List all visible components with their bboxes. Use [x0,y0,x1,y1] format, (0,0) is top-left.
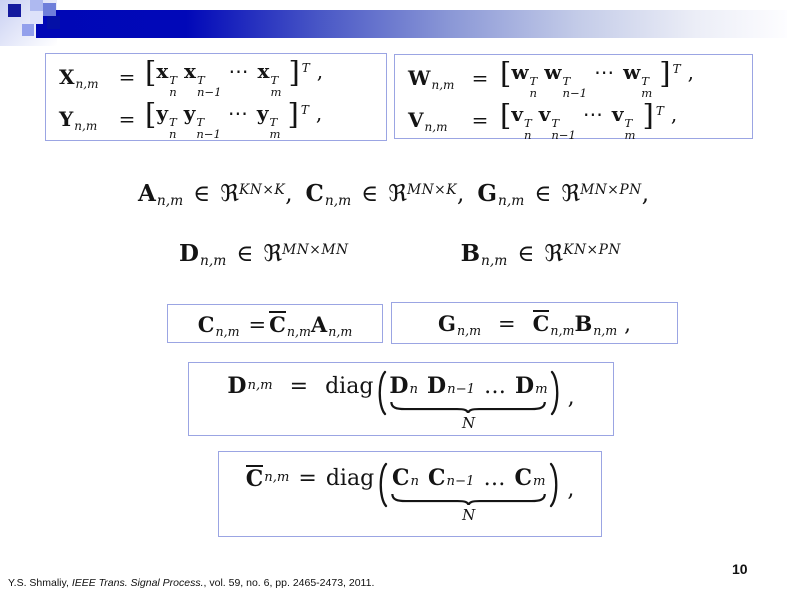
eq-x-equals: = [118,64,136,89]
deco-square-dark-2 [47,16,60,29]
eq-y-rhs: [y T n y T n−1 ⋯ y T m ] $^T$ , [145,97,323,142]
eq-cbar-diag-items: C n C n−1 … C m [391,465,546,491]
equation-box-cbar-diag [218,451,602,537]
equation-box-g-relation [391,302,678,344]
eq-d-diag-lhs: D n,m = diag [227,373,374,399]
eq-c-relation: $C_{n,m} = C_{n,m}A_{n,m}$ [197,311,353,339]
deco-square-light-1 [30,0,43,11]
deco-square-light-2 [30,11,43,24]
eq-x-rhs: [x T n x T n−1 ⋯ x T m ] $^T$ , [145,55,324,100]
citation-details: , vol. 59, no. 6, pp. 2465-2473, 2011. [203,577,375,589]
underbrace-icon [390,494,547,505]
eq-cbar-underbrace-label: N [462,506,476,524]
underbrace-icon [389,402,547,413]
underbraced-group-d [389,370,547,432]
eq-w-lhs: $W_{n,m}$ [408,65,455,92]
equation-box-xy-definitions [45,53,387,141]
page-number: 10 [732,561,748,577]
eq-cbar-diag-lhs: C n,m = diag [245,465,375,492]
eq-y-equals: = [118,106,136,131]
equation-dimensions-acg: $A_{n,m}$ ∈ ℜ$^{KN\times K}$, $C_{n,m}$ ∈ ℜ$^{MN\times K}$, $G_{n,m}$ ∈ ℜ$^{MN\times PN}$, [137,180,650,210]
equation-box-wv-definitions [394,54,753,143]
eq-g-relation: $G_{n,m} = C_{n,m}B_{n,m}$ , [438,311,631,339]
equation-row-y [46,97,386,142]
equation-row-x [46,55,386,100]
eq-d-diag-items: D n D n−1 … D m [389,373,548,399]
equation-box-c-relation [167,304,383,343]
eq-w-equals: = [471,65,489,90]
eq-d-underbrace-label: N [461,414,476,432]
eq-y-lhs: $Y_{n,m}$ [59,106,98,133]
citation-journal: IEEE Trans. Signal Process. [71,577,204,589]
header-bar [36,10,787,38]
eq-cbar-diag-row [219,452,601,536]
eq-x-lhs: $X_{n,m}$ [59,64,99,91]
right-parenthesis-glyph [549,462,562,508]
eq-v-equals: = [471,107,489,132]
equation-box-d-diag [188,362,614,436]
left-parenthesis-glyph [375,462,388,508]
right-parenthesis-glyph [550,370,563,416]
eq-v-lhs: $V_{n,m}$ [408,107,448,134]
deco-square-medium-2 [22,24,34,36]
underbraced-group-c [390,462,547,524]
citation [8,577,374,589]
equation-row-v [395,98,752,143]
equation-dimension-b: $B_{n,m}$ ∈ ℜ$^{KN\times PN}$ [460,240,621,270]
eq-d-diag-row [189,363,613,435]
deco-square-medium-1 [43,3,56,16]
eq-d-trailing-comma: , [567,385,575,410]
equation-dimensions-db [0,240,800,270]
eq-cbar-trailing-comma: , [567,477,575,502]
equation-row-w [395,56,752,101]
equation-dimension-d: $D_{n,m}$ ∈ ℜ$^{MN\times MN}$ [179,240,349,270]
citation-authors: Y.S. Shmaliy, [8,577,72,589]
eq-w-rhs: [w T n w T n−1 ⋯ w T m ] $^T$ , [500,56,694,101]
eq-v-rhs: [v T n v T n−1 ⋯ v T m ] $^T$ , [500,98,678,143]
deco-square-dark-1 [8,4,21,17]
left-parenthesis-glyph [374,370,387,416]
